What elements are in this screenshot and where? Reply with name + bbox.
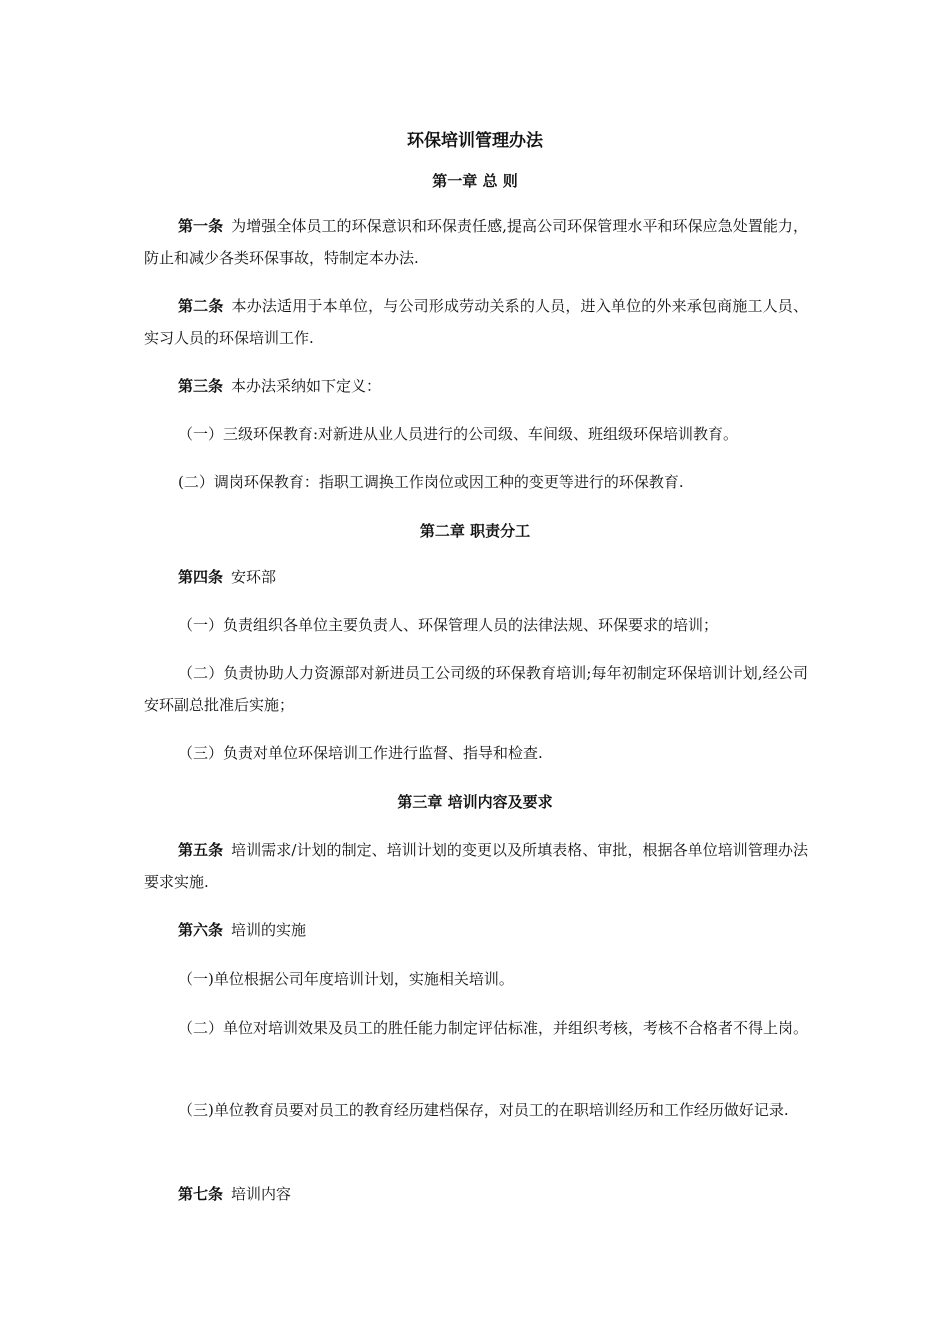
- article-4-label: 第四条: [178, 568, 224, 586]
- article-6-item-2: （二）单位对培训效果及员工的胜任能力制定评估标准，并组织考核，考核不合格者不得上岗。: [178, 1019, 809, 1037]
- article-6-label: 第六条: [178, 921, 224, 939]
- chapter-1-heading: 第一章 总 则: [432, 172, 518, 190]
- article-3-item-2: (二）调岗环保教育：指职工调换工作岗位或因工种的变更等进行的环保教育.: [178, 473, 684, 491]
- article-3-text: 本办法采纳如下定义：: [231, 377, 382, 395]
- article-6: [144, 914, 808, 946]
- article-3: [144, 370, 808, 402]
- article-2: [144, 290, 808, 354]
- article-3-item-1: （一）三级环保教育:对新进从业人员进行的公司级、车间级、班组级环保培训教育。: [178, 425, 739, 443]
- article-6-text: 培训的实施: [231, 921, 307, 939]
- article-4-item-1: （一）负责组织各单位主要负责人、环保管理人员的法律法规、环保要求的培训；: [178, 616, 719, 634]
- article-4-text: 安环部: [231, 568, 277, 586]
- article-2-label: 第二条: [178, 297, 224, 315]
- article-6-item-1: （一)单位根据公司年度培训计划，实施相关培训。: [178, 970, 514, 988]
- article-1: [144, 210, 808, 274]
- chapter-3-heading: 第三章 培训内容及要求: [397, 793, 553, 811]
- article-4-item-2: （二）负责协助人力资源部对新进员工公司级的环保教育培训;每年初制定环保培训计划,经公司安环副总批准后实施；: [144, 664, 808, 714]
- article-1-text: 为增强全体员工的环保意识和环保责任感,提高公司环保管理水平和环保应急处置能力，防止和减少各类环保事故，特制定本办法.: [144, 217, 808, 267]
- article-7-label: 第七条: [178, 1185, 224, 1203]
- article-2-text: 本办法适用于本单位，与公司形成劳动关系的人员，进入单位的外来承包商施工人员、实习人员的环保培训工作.: [144, 297, 808, 347]
- article-5-text: 培训需求/计划的制定、培训计划的变更以及所填表格、审批，根据各单位培训管理办法要求实施.: [144, 841, 808, 891]
- article-4-item-3: （三）负责对单位环保培训工作进行监督、指导和检查.: [178, 744, 543, 762]
- article-5-label: 第五条: [178, 841, 224, 859]
- article-5: [144, 834, 808, 898]
- chapter-2-heading: 第二章 职责分工: [419, 522, 531, 540]
- article-7: [144, 1178, 808, 1210]
- article-4: [144, 561, 808, 593]
- article-3-label: 第三条: [178, 377, 224, 395]
- document-title: 环保培训管理办法: [407, 131, 543, 151]
- article-1-label: 第一条: [178, 217, 224, 235]
- article-7-text: 培训内容: [231, 1185, 292, 1203]
- article-6-item-3: （三)单位教育员要对员工的教育经历建档保存，对员工的在职培训经历和工作经历做好记录.: [178, 1101, 789, 1119]
